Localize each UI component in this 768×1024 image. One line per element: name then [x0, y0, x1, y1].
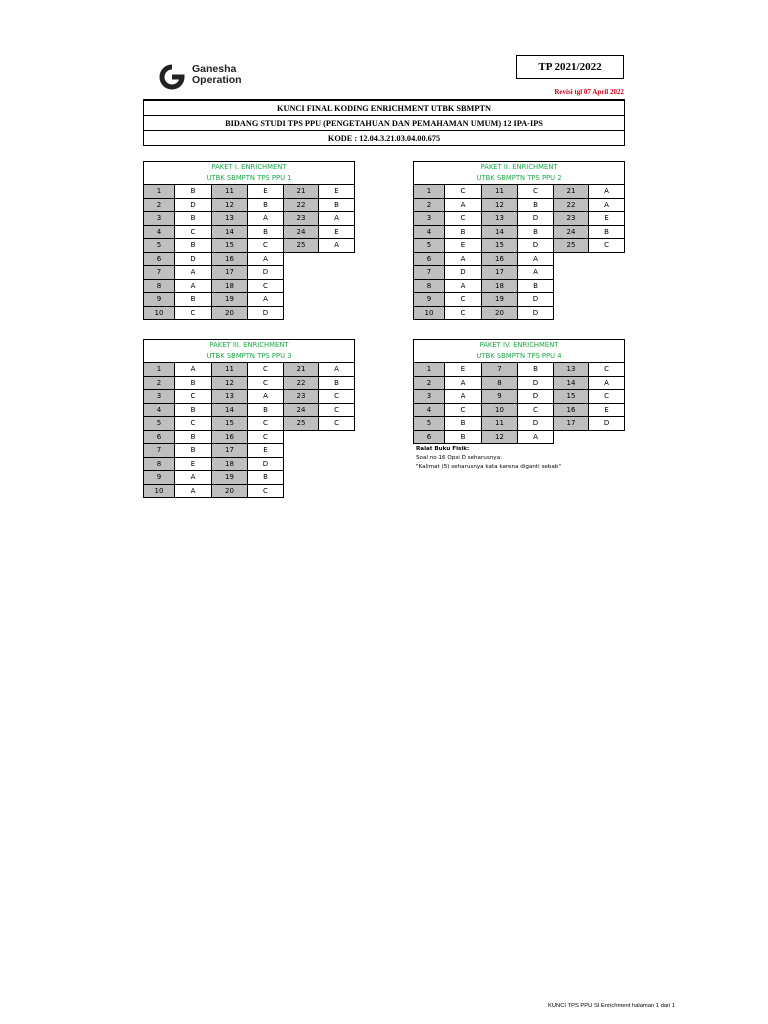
answer-letter: C: [589, 390, 625, 404]
table-row: [414, 430, 625, 444]
empty-cell: [284, 430, 319, 444]
empty-cell: [319, 471, 355, 485]
answer-letter: B: [248, 225, 284, 239]
answer-letter: C: [175, 390, 212, 404]
table-row: [144, 293, 355, 307]
question-number: 5: [414, 417, 445, 431]
answer-letter: A: [445, 252, 482, 266]
answer-letter: E: [175, 457, 212, 471]
table-row: [144, 239, 355, 253]
question-number: 11: [482, 185, 518, 199]
answer-letter: A: [589, 376, 625, 390]
empty-cell: [554, 293, 589, 307]
question-number: 10: [144, 306, 175, 320]
ganesha-operation-logo: [155, 64, 189, 90]
header-kode: KODE : 12.04.3.21.03.04.00.675: [144, 131, 625, 146]
question-number: 24: [284, 403, 319, 417]
table-row: [414, 212, 625, 226]
question-number: 24: [284, 225, 319, 239]
ralat-note: [416, 445, 561, 472]
answer-letter: D: [518, 212, 554, 226]
answer-letter: E: [248, 444, 284, 458]
question-number: 3: [144, 212, 175, 226]
question-number: 8: [482, 376, 518, 390]
answer-letter: C: [445, 306, 482, 320]
empty-cell: [554, 430, 589, 444]
answer-letter: A: [518, 266, 554, 280]
question-number: 7: [144, 266, 175, 280]
answer-letter: E: [319, 225, 355, 239]
table-row: [144, 457, 355, 471]
question-number: 7: [144, 444, 175, 458]
header-title: KUNCI FINAL KODING ENRICHMENT UTBK SBMPTN: [144, 100, 625, 116]
answer-letter: C: [175, 225, 212, 239]
answer-letter: D: [248, 457, 284, 471]
answer-letter: C: [445, 212, 482, 226]
question-number: 11: [212, 185, 248, 199]
answer-letter: B: [248, 471, 284, 485]
empty-cell: [284, 252, 319, 266]
question-number: 13: [212, 212, 248, 226]
answer-letter: C: [445, 185, 482, 199]
question-number: 4: [414, 225, 445, 239]
question-number: 1: [144, 185, 175, 199]
table-row: [144, 279, 355, 293]
logo-line2: Operation: [192, 74, 242, 86]
table-row: [144, 376, 355, 390]
table-row: [414, 279, 625, 293]
answer-letter: D: [445, 266, 482, 280]
table-row: [414, 306, 625, 320]
question-number: 5: [144, 417, 175, 431]
question-number: 11: [482, 417, 518, 431]
empty-cell: [589, 266, 625, 280]
answer-letter: A: [248, 293, 284, 307]
question-number: 17: [554, 417, 589, 431]
paket-title: PAKET I. ENRICHMENT: [144, 162, 355, 174]
empty-cell: [554, 306, 589, 320]
table-row: [144, 390, 355, 404]
empty-cell: [319, 430, 355, 444]
question-number: 6: [144, 252, 175, 266]
question-number: 10: [144, 484, 175, 498]
question-number: 3: [414, 390, 445, 404]
answer-letter: D: [589, 417, 625, 431]
question-number: 2: [144, 198, 175, 212]
empty-cell: [319, 266, 355, 280]
answer-letter: B: [175, 185, 212, 199]
answer-letter: B: [175, 430, 212, 444]
question-number: 23: [284, 212, 319, 226]
question-number: 15: [212, 239, 248, 253]
answer-letter: B: [175, 239, 212, 253]
question-number: 1: [414, 363, 445, 377]
question-number: 1: [144, 363, 175, 377]
table-row: [414, 198, 625, 212]
table-row: [144, 417, 355, 431]
table-row: [144, 363, 355, 377]
answer-letter: E: [445, 363, 482, 377]
question-number: 2: [144, 376, 175, 390]
paket-subtitle: UTBK SBMPTN TPS PPU 4: [414, 351, 625, 363]
answer-letter: B: [518, 225, 554, 239]
answer-letter: C: [319, 403, 355, 417]
question-number: 23: [284, 390, 319, 404]
answer-letter: D: [518, 306, 554, 320]
question-number: 2: [414, 376, 445, 390]
table-row: [414, 376, 625, 390]
answer-letter: B: [518, 363, 554, 377]
empty-cell: [554, 266, 589, 280]
question-number: 5: [144, 239, 175, 253]
paket-subtitle: UTBK SBMPTN TPS PPU 2: [414, 173, 625, 185]
question-number: 7: [482, 363, 518, 377]
table-row: [414, 185, 625, 199]
question-number: 16: [212, 252, 248, 266]
question-number: 12: [212, 198, 248, 212]
empty-cell: [284, 293, 319, 307]
paket-subtitle: UTBK SBMPTN TPS PPU 3: [144, 351, 355, 363]
question-number: 20: [212, 484, 248, 498]
answer-letter: E: [248, 185, 284, 199]
empty-cell: [319, 306, 355, 320]
answer-letter: B: [248, 198, 284, 212]
question-number: 15: [554, 390, 589, 404]
revision-date: Revisi tgl 07 April 2022: [554, 88, 624, 96]
answer-letter: B: [175, 293, 212, 307]
answer-letter: B: [445, 430, 482, 444]
answer-letter: D: [248, 306, 284, 320]
answer-letter: A: [518, 430, 554, 444]
empty-cell: [319, 293, 355, 307]
academic-year-box: TP 2021/2022: [516, 55, 624, 79]
question-number: 16: [212, 430, 248, 444]
answer-letter: D: [518, 239, 554, 253]
question-number: 25: [554, 239, 589, 253]
paket-title: PAKET IV. ENRICHMENT: [414, 340, 625, 352]
answer-letter: B: [175, 444, 212, 458]
answer-letter: A: [319, 212, 355, 226]
answer-letter: C: [445, 403, 482, 417]
question-number: 9: [144, 293, 175, 307]
answer-letter: C: [445, 293, 482, 307]
empty-cell: [589, 306, 625, 320]
answer-key-table-1: [143, 161, 355, 320]
question-number: 12: [212, 376, 248, 390]
question-number: 9: [482, 390, 518, 404]
answer-letter: A: [445, 376, 482, 390]
question-number: 6: [414, 430, 445, 444]
answer-letter: E: [319, 185, 355, 199]
question-number: 20: [212, 306, 248, 320]
empty-cell: [589, 252, 625, 266]
question-number: 21: [284, 363, 319, 377]
empty-cell: [554, 252, 589, 266]
answer-letter: C: [248, 279, 284, 293]
question-number: 13: [482, 212, 518, 226]
question-number: 8: [144, 457, 175, 471]
empty-cell: [554, 279, 589, 293]
logo-line1: Ganesha: [192, 63, 237, 75]
answer-letter: A: [175, 363, 212, 377]
empty-cell: [319, 457, 355, 471]
empty-cell: [319, 279, 355, 293]
document-header: [143, 99, 625, 146]
answer-letter: C: [589, 363, 625, 377]
answer-letter: A: [518, 252, 554, 266]
question-number: 18: [212, 279, 248, 293]
table-row: [144, 444, 355, 458]
header-bidang: BIDANG STUDI TPS PPU (PENGETAHUAN DAN PEMAHAMAN UMUM) 12 IPA-IPS: [144, 116, 625, 131]
table-row: [144, 306, 355, 320]
question-number: 17: [482, 266, 518, 280]
answer-letter: A: [319, 239, 355, 253]
answer-letter: A: [319, 363, 355, 377]
question-number: 21: [554, 185, 589, 199]
question-number: 14: [212, 403, 248, 417]
question-number: 17: [212, 444, 248, 458]
answer-letter: D: [518, 293, 554, 307]
table-row: [414, 293, 625, 307]
table-row: [414, 266, 625, 280]
table-row: [414, 363, 625, 377]
answer-letter: A: [445, 198, 482, 212]
table-row: [144, 185, 355, 199]
table-row: [144, 430, 355, 444]
paket-title: PAKET II. ENRICHMENT: [414, 162, 625, 174]
empty-cell: [284, 444, 319, 458]
question-number: 22: [554, 198, 589, 212]
question-number: 2: [414, 198, 445, 212]
paket-subtitle: UTBK SBMPTN TPS PPU 1: [144, 173, 355, 185]
paket-title: PAKET III. ENRICHMENT: [144, 340, 355, 352]
answer-letter: C: [319, 417, 355, 431]
question-number: 15: [212, 417, 248, 431]
empty-cell: [319, 484, 355, 498]
question-number: 11: [212, 363, 248, 377]
table-row: [144, 252, 355, 266]
question-number: 16: [482, 252, 518, 266]
answer-letter: C: [589, 239, 625, 253]
question-number: 6: [144, 430, 175, 444]
question-number: 4: [144, 225, 175, 239]
answer-letter: D: [175, 198, 212, 212]
question-number: 16: [554, 403, 589, 417]
answer-letter: D: [248, 266, 284, 280]
question-number: 24: [554, 225, 589, 239]
table-row: [144, 198, 355, 212]
question-number: 18: [482, 279, 518, 293]
answer-letter: C: [248, 417, 284, 431]
answer-letter: C: [248, 430, 284, 444]
empty-cell: [589, 293, 625, 307]
table-row: [144, 266, 355, 280]
question-number: 7: [414, 266, 445, 280]
answer-letter: C: [248, 484, 284, 498]
question-number: 22: [284, 376, 319, 390]
answer-letter: B: [319, 376, 355, 390]
question-number: 6: [414, 252, 445, 266]
answer-letter: A: [589, 198, 625, 212]
table-row: [414, 417, 625, 431]
answer-letter: B: [248, 403, 284, 417]
answer-letter: A: [175, 266, 212, 280]
question-number: 12: [482, 430, 518, 444]
question-number: 4: [144, 403, 175, 417]
empty-cell: [284, 306, 319, 320]
question-number: 19: [212, 293, 248, 307]
question-number: 12: [482, 198, 518, 212]
answer-letter: D: [175, 252, 212, 266]
question-number: 13: [554, 363, 589, 377]
question-number: 25: [284, 417, 319, 431]
question-number: 1: [414, 185, 445, 199]
answer-letter: A: [175, 279, 212, 293]
answer-letter: C: [175, 417, 212, 431]
answer-letter: D: [518, 376, 554, 390]
question-number: 19: [212, 471, 248, 485]
question-number: 15: [482, 239, 518, 253]
answer-letter: D: [518, 417, 554, 431]
answer-letter: C: [175, 306, 212, 320]
answer-letter: B: [175, 376, 212, 390]
empty-cell: [284, 266, 319, 280]
question-number: 8: [414, 279, 445, 293]
answer-letter: B: [175, 403, 212, 417]
question-number: 19: [482, 293, 518, 307]
question-number: 9: [144, 471, 175, 485]
answer-letter: B: [445, 417, 482, 431]
answer-letter: C: [248, 239, 284, 253]
question-number: 17: [212, 266, 248, 280]
answer-letter: B: [589, 225, 625, 239]
empty-cell: [589, 430, 625, 444]
question-number: 10: [414, 306, 445, 320]
question-number: 14: [554, 376, 589, 390]
table-row: [414, 252, 625, 266]
table-row: [414, 390, 625, 404]
answer-letter: A: [248, 212, 284, 226]
answer-key-table-3: [143, 339, 355, 498]
logo-text: [192, 64, 242, 86]
table-row: [144, 484, 355, 498]
question-number: 5: [414, 239, 445, 253]
empty-cell: [319, 444, 355, 458]
table-row: [144, 225, 355, 239]
ralat-heading: Ralat Buku Fisik:: [416, 446, 470, 452]
empty-cell: [284, 279, 319, 293]
answer-letter: A: [589, 185, 625, 199]
table-row: [144, 471, 355, 485]
answer-letter: A: [248, 252, 284, 266]
answer-letter: B: [175, 212, 212, 226]
answer-letter: C: [518, 403, 554, 417]
answer-letter: B: [319, 198, 355, 212]
answer-letter: C: [248, 376, 284, 390]
question-number: 23: [554, 212, 589, 226]
empty-cell: [284, 471, 319, 485]
answer-letter: B: [445, 225, 482, 239]
table-row: [144, 212, 355, 226]
answer-letter: A: [248, 390, 284, 404]
answer-key-table-2: [413, 161, 625, 320]
question-number: 8: [144, 279, 175, 293]
table-row: [414, 239, 625, 253]
table-row: [144, 403, 355, 417]
answer-letter: A: [175, 471, 212, 485]
question-number: 18: [212, 457, 248, 471]
answer-letter: B: [518, 279, 554, 293]
question-number: 3: [144, 390, 175, 404]
answer-letter: A: [445, 279, 482, 293]
ralat-line1: Soal no 16 Opsi D seharusnya:: [416, 455, 502, 461]
answer-letter: E: [445, 239, 482, 253]
empty-cell: [319, 252, 355, 266]
question-number: 9: [414, 293, 445, 307]
answer-letter: A: [175, 484, 212, 498]
question-number: 22: [284, 198, 319, 212]
answer-letter: A: [445, 390, 482, 404]
empty-cell: [284, 457, 319, 471]
answer-letter: C: [248, 363, 284, 377]
question-number: 20: [482, 306, 518, 320]
question-number: 13: [212, 390, 248, 404]
empty-cell: [589, 279, 625, 293]
answer-letter: C: [319, 390, 355, 404]
table-row: [414, 403, 625, 417]
ralat-line2: "Kalimat (5) seharusnya kata karena diganti sebab": [416, 464, 561, 470]
table-row: [414, 225, 625, 239]
question-number: 14: [212, 225, 248, 239]
question-number: 25: [284, 239, 319, 253]
page-footer: KUNCI TPS PPU SI Enrichment halaman 1 dari 1: [548, 1003, 676, 1009]
question-number: 21: [284, 185, 319, 199]
answer-letter: B: [518, 198, 554, 212]
question-number: 14: [482, 225, 518, 239]
answer-letter: E: [589, 403, 625, 417]
question-number: 4: [414, 403, 445, 417]
answer-letter: C: [518, 185, 554, 199]
answer-key-table-4: [413, 339, 625, 444]
question-number: 3: [414, 212, 445, 226]
answer-letter: D: [518, 390, 554, 404]
empty-cell: [284, 484, 319, 498]
question-number: 10: [482, 403, 518, 417]
answer-letter: E: [589, 212, 625, 226]
